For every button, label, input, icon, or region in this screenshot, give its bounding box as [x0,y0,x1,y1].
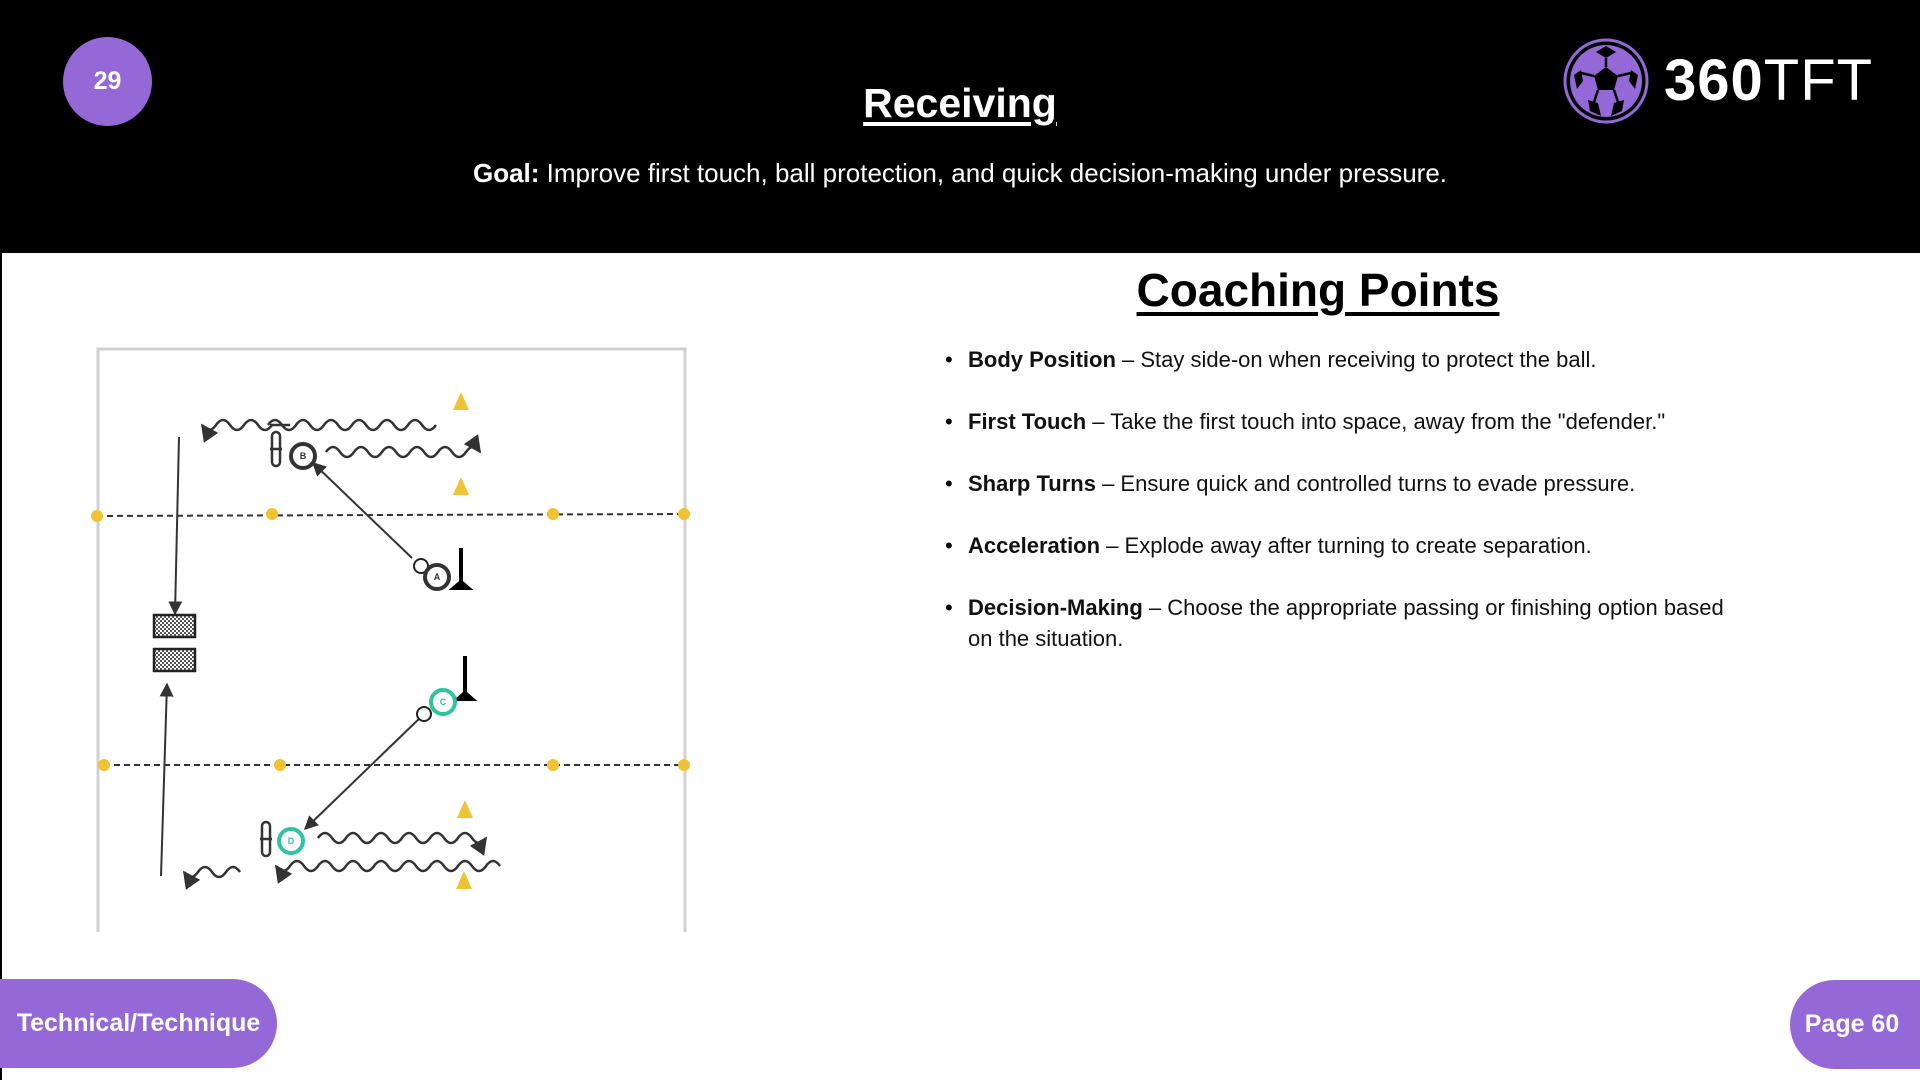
goal-statement [0,158,1920,189]
receiving-drill-diagram [90,340,710,940]
goal-text: Improve first touch, ball protection, and quick decision-making under pressure. [539,158,1447,188]
point-heading: Decision-Making [968,595,1143,620]
brand-logo [1562,37,1873,125]
list-item [940,344,1740,375]
list-item [940,530,1740,561]
goal-label: Goal: [472,158,540,188]
point-heading: Body Position [968,347,1116,372]
header-bar [0,0,1920,253]
point-heading: Acceleration [968,533,1101,558]
left-border [0,253,2,1080]
list-item [940,468,1740,499]
pitch-boundary [98,349,685,932]
coaching-points-list [940,344,1740,685]
cones [453,392,473,889]
logo-text-360: 360 [1664,48,1764,113]
page-title: Receiving [863,80,1057,126]
slide-number-badge: 29 [63,37,152,126]
player-markers [279,444,455,853]
logo-text-tft: TFT [1763,48,1874,113]
mannequins [260,432,282,856]
page-number-tag: Page 60 [1790,980,1920,1069]
logo-wordmark [1664,48,1874,113]
list-item [940,592,1738,654]
dribble-paths [184,420,500,877]
pass-arrows [161,437,423,876]
yellow-markers [91,508,690,771]
point-text: – Ensure quick and controlled turns to evade pressure. [1095,471,1636,496]
soccer-ball-icon [1562,37,1650,125]
point-heading: Sharp Turns [968,471,1096,496]
list-item [940,406,1740,437]
player-label-b: B [299,451,307,461]
player-label-d: D [287,836,295,846]
player-label-a: A [433,572,441,582]
point-heading: First Touch [968,409,1087,434]
goals [154,615,195,671]
point-text: – Stay side-on when receiving to protect the ball. [1115,347,1597,372]
poles [454,548,472,699]
point-text: – Choose the appropriate passing or finishing option based on the situation. [968,595,1724,651]
dashed-lines [97,514,684,765]
point-text: – Take the first touch into space, away from the "defender." [1086,409,1666,434]
coaching-points-title: Coaching Points [1136,264,1500,316]
player-label-c: C [439,697,447,707]
category-tag: Technical/Technique [0,979,277,1068]
point-text: – Explode away after turning to create separation. [1100,533,1592,558]
